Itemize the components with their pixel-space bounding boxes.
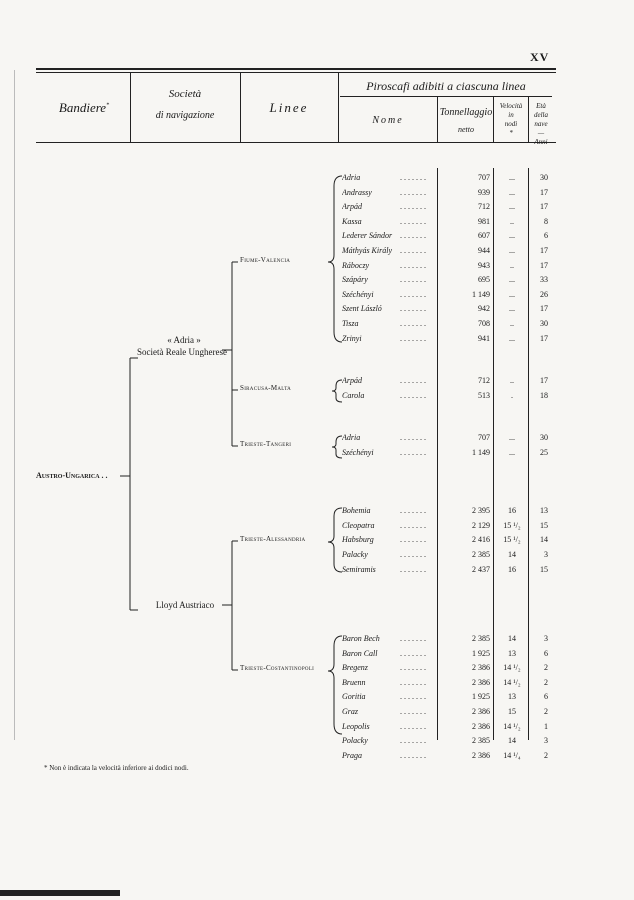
header-age: Età della nave — Anni bbox=[534, 102, 548, 146]
ship-name: Kassa bbox=[342, 217, 362, 226]
ship-age: 2 bbox=[544, 663, 548, 672]
ship-speed: 14 bbox=[508, 634, 516, 643]
ship-speed: . bbox=[511, 391, 513, 400]
ship-age: 6 bbox=[544, 649, 548, 658]
ship-tonnage: 2 386 bbox=[472, 663, 490, 672]
ship-age: 33 bbox=[540, 275, 548, 284]
ship-name: Semiramis bbox=[342, 565, 376, 574]
ship-tonnage: 1 925 bbox=[472, 692, 490, 701]
ship-tonnage: 2 385 bbox=[472, 634, 490, 643]
route-trieste-alessandria: Trieste-Alessandria bbox=[240, 535, 306, 543]
ship-speed: 16 bbox=[508, 506, 516, 515]
header-tonnage-1: Tonnellaggio bbox=[439, 107, 493, 118]
leader-dots: ....... bbox=[400, 391, 428, 400]
ship-age: 17 bbox=[540, 376, 548, 385]
ship-speed: .. bbox=[510, 376, 514, 385]
leader-dots: ....... bbox=[400, 550, 428, 559]
ship-tonnage: 1 149 bbox=[472, 290, 490, 299]
ship-speed: ... bbox=[509, 173, 515, 182]
ship-speed: 14 ¹/₂ bbox=[503, 678, 521, 687]
leader-dots: ....... bbox=[400, 217, 428, 226]
ship-speed: ... bbox=[509, 433, 515, 442]
ship-name: Arpád bbox=[342, 376, 362, 385]
header-name: Nome bbox=[372, 115, 404, 126]
route-fiume-valencia: Fiume-Valencia bbox=[240, 256, 291, 264]
leader-dots: ....... bbox=[400, 173, 428, 182]
ship-age: 18 bbox=[540, 391, 548, 400]
ship-speed: .. bbox=[510, 319, 514, 328]
ship-age: 13 bbox=[540, 506, 548, 515]
leader-dots: ....... bbox=[400, 634, 428, 643]
ship-speed: ... bbox=[509, 448, 515, 457]
ship-age: 30 bbox=[540, 173, 548, 182]
leader-dots: ....... bbox=[400, 231, 428, 240]
ship-speed: 15 ¹/₂ bbox=[503, 535, 521, 544]
header-ships-group: Piroscafi adibiti a ciascuna linea bbox=[366, 79, 526, 93]
society-lloyd: Lloyd Austriaco bbox=[155, 600, 215, 610]
ship-age: 25 bbox=[540, 448, 548, 457]
ship-speed: 14 ¹/₂ bbox=[503, 663, 521, 672]
ship-name: Leopolis bbox=[342, 722, 370, 731]
ship-speed: ... bbox=[509, 304, 515, 313]
header-society-2: di navigazione bbox=[155, 110, 215, 121]
ship-name: Baron Call bbox=[342, 649, 378, 658]
leader-dots: ....... bbox=[400, 722, 428, 731]
ship-age: 3 bbox=[544, 634, 548, 643]
leader-dots: ....... bbox=[400, 535, 428, 544]
leader-dots: ....... bbox=[400, 649, 428, 658]
ship-speed: ... bbox=[509, 188, 515, 197]
route-trieste-tangeri: Trieste-Tangeri bbox=[240, 440, 292, 448]
ship-tonnage: 2 386 bbox=[472, 722, 490, 731]
ship-name: Tisza bbox=[342, 319, 359, 328]
ship-tonnage: 1 925 bbox=[472, 649, 490, 658]
ship-name: Szent László bbox=[342, 304, 382, 313]
ship-tonnage: 944 bbox=[478, 246, 490, 255]
header-speed: Velocità in nodi * bbox=[499, 102, 523, 137]
header-flag: Bandiere* bbox=[58, 100, 110, 115]
ship-tonnage: 2 416 bbox=[472, 535, 490, 544]
ship-name: Adria bbox=[342, 173, 361, 182]
ship-speed: 14 bbox=[508, 550, 516, 559]
ship-age: 26 bbox=[540, 290, 548, 299]
ship-tonnage: 2 395 bbox=[472, 506, 490, 515]
ship-name: Bohemia bbox=[342, 506, 371, 515]
ship-age: 15 bbox=[540, 565, 548, 574]
leader-dots: ....... bbox=[400, 663, 428, 672]
ship-age: 30 bbox=[540, 319, 548, 328]
ship-age: 8 bbox=[544, 217, 548, 226]
ship-tonnage: 513 bbox=[478, 391, 490, 400]
ship-age: 2 bbox=[544, 678, 548, 687]
ship-tonnage: 942 bbox=[478, 304, 490, 313]
ship-speed: ... bbox=[509, 246, 515, 255]
leader-dots: ....... bbox=[400, 678, 428, 687]
ship-tonnage: 941 bbox=[478, 334, 490, 343]
leader-dots: ....... bbox=[400, 334, 428, 343]
ship-speed: 14 bbox=[508, 736, 516, 745]
ship-name: Polacky bbox=[342, 736, 368, 745]
ship-name: Palacky bbox=[342, 550, 368, 559]
ship-age: 17 bbox=[540, 304, 548, 313]
leader-dots: ....... bbox=[400, 448, 428, 457]
header-tonnage-2: netto bbox=[458, 125, 474, 134]
ship-name: Andrassy bbox=[342, 188, 372, 197]
ship-age: 6 bbox=[544, 692, 548, 701]
ship-name: Habsburg bbox=[342, 535, 374, 544]
flag-label: Austro-Ungarica . . bbox=[36, 471, 108, 480]
leader-dots: ....... bbox=[400, 751, 428, 760]
page-number: XV bbox=[530, 50, 550, 64]
leader-dots: ....... bbox=[400, 290, 428, 299]
ship-age: 6 bbox=[544, 231, 548, 240]
ship-speed: ... bbox=[509, 202, 515, 211]
leader-dots: ....... bbox=[400, 275, 428, 284]
ship-name: Széchényi bbox=[342, 448, 374, 457]
ship-age: 3 bbox=[544, 550, 548, 559]
header-society-1: Società bbox=[168, 88, 202, 100]
ship-age: 17 bbox=[540, 202, 548, 211]
leader-dots: ....... bbox=[400, 319, 428, 328]
ship-tonnage: 2 437 bbox=[472, 565, 490, 574]
leader-dots: ....... bbox=[400, 188, 428, 197]
ship-tonnage: 2 386 bbox=[472, 707, 490, 716]
ship-tonnage: 2 385 bbox=[472, 550, 490, 559]
ship-age: 30 bbox=[540, 433, 548, 442]
ship-tonnage: 939 bbox=[478, 188, 490, 197]
ship-tonnage: 708 bbox=[478, 319, 490, 328]
ship-tonnage: 1 149 bbox=[472, 448, 490, 457]
ship-speed: ... bbox=[509, 334, 515, 343]
ship-speed: ... bbox=[509, 275, 515, 284]
ship-name: Széchényi bbox=[342, 290, 374, 299]
ship-age: 17 bbox=[540, 334, 548, 343]
ship-name: Bregenz bbox=[342, 663, 368, 672]
footnote: * Non è indicata la velocità inferiore ai dodici nodi. bbox=[44, 764, 189, 772]
ship-speed: 13 bbox=[508, 649, 516, 658]
ship-speed: 15 ¹/₂ bbox=[503, 521, 521, 530]
ship-tonnage: 2 385 bbox=[472, 736, 490, 745]
ship-tonnage: 707 bbox=[478, 173, 490, 182]
ship-tonnage: 712 bbox=[478, 202, 490, 211]
ship-age: 14 bbox=[540, 535, 548, 544]
leader-dots: ....... bbox=[400, 565, 428, 574]
ship-age: 15 bbox=[540, 521, 548, 530]
ship-name: Adria bbox=[342, 433, 361, 442]
ship-tonnage: 695 bbox=[478, 275, 490, 284]
margin-bleed bbox=[0, 70, 15, 740]
ship-name: Szápáry bbox=[342, 275, 368, 284]
leader-dots: ....... bbox=[400, 521, 428, 530]
ship-speed: .. bbox=[510, 261, 514, 270]
leader-dots: ....... bbox=[400, 506, 428, 515]
ship-name: Goritia bbox=[342, 692, 366, 701]
ship-tonnage: 607 bbox=[478, 231, 490, 240]
ship-tonnage: 943 bbox=[478, 261, 490, 270]
ship-name: Lederer Sándor bbox=[342, 231, 393, 240]
header-lines: Linee bbox=[269, 100, 309, 115]
ship-speed: 14 ¹/₄ bbox=[503, 751, 521, 760]
ship-speed: 14 ¹/₂ bbox=[503, 722, 521, 731]
society-adria-line1: « Adria » bbox=[167, 335, 201, 345]
ship-speed: 15 bbox=[508, 707, 516, 716]
leader-dots: ....... bbox=[400, 433, 428, 442]
leader-dots: ....... bbox=[400, 304, 428, 313]
ship-name: Baron Bech bbox=[342, 634, 380, 643]
ship-speed: 16 bbox=[508, 565, 516, 574]
ship-age: 17 bbox=[540, 246, 548, 255]
ship-name: Máthyás Király bbox=[342, 246, 392, 255]
leader-dots: ....... bbox=[400, 261, 428, 270]
leader-dots: ....... bbox=[400, 707, 428, 716]
ship-tonnage: 2 129 bbox=[472, 521, 490, 530]
leader-dots: ....... bbox=[400, 736, 428, 745]
ship-speed: .. bbox=[510, 217, 514, 226]
ship-name: Carola bbox=[342, 391, 365, 400]
ship-name: Zrinyi bbox=[342, 334, 362, 343]
ship-tonnage: 2 386 bbox=[472, 751, 490, 760]
ship-name: Graz bbox=[342, 707, 359, 716]
ship-tonnage: 981 bbox=[478, 217, 490, 226]
ship-speed: ... bbox=[509, 231, 515, 240]
ship-tonnage: 707 bbox=[478, 433, 490, 442]
leader-dots: ....... bbox=[400, 202, 428, 211]
ship-age: 1 bbox=[544, 722, 548, 731]
route-siracusa-malta: Siracusa-Malta bbox=[240, 384, 292, 392]
ship-tonnage: 2 386 bbox=[472, 678, 490, 687]
route-trieste-costantinopoli: Trieste-Costantinopoli bbox=[240, 664, 315, 672]
ship-name: Arpád bbox=[342, 202, 362, 211]
leader-dots: ....... bbox=[400, 376, 428, 385]
ship-age: 17 bbox=[540, 261, 548, 270]
ship-name: Bruenn bbox=[342, 678, 366, 687]
leader-dots: ....... bbox=[400, 692, 428, 701]
ship-tonnage: 712 bbox=[478, 376, 490, 385]
society-adria-line2: Società Reale Ungherese bbox=[137, 347, 227, 357]
ship-age: 2 bbox=[544, 707, 548, 716]
ship-speed: 13 bbox=[508, 692, 516, 701]
bottom-left-bar bbox=[0, 890, 120, 896]
ship-age: 3 bbox=[544, 736, 548, 745]
leader-dots: ....... bbox=[400, 246, 428, 255]
ship-name: Praga bbox=[342, 751, 362, 760]
ship-age: 2 bbox=[544, 751, 548, 760]
ship-speed: ... bbox=[509, 290, 515, 299]
ship-name: Cleopatra bbox=[342, 521, 375, 530]
ship-name: Ráboczy bbox=[342, 261, 370, 270]
ship-age: 17 bbox=[540, 188, 548, 197]
